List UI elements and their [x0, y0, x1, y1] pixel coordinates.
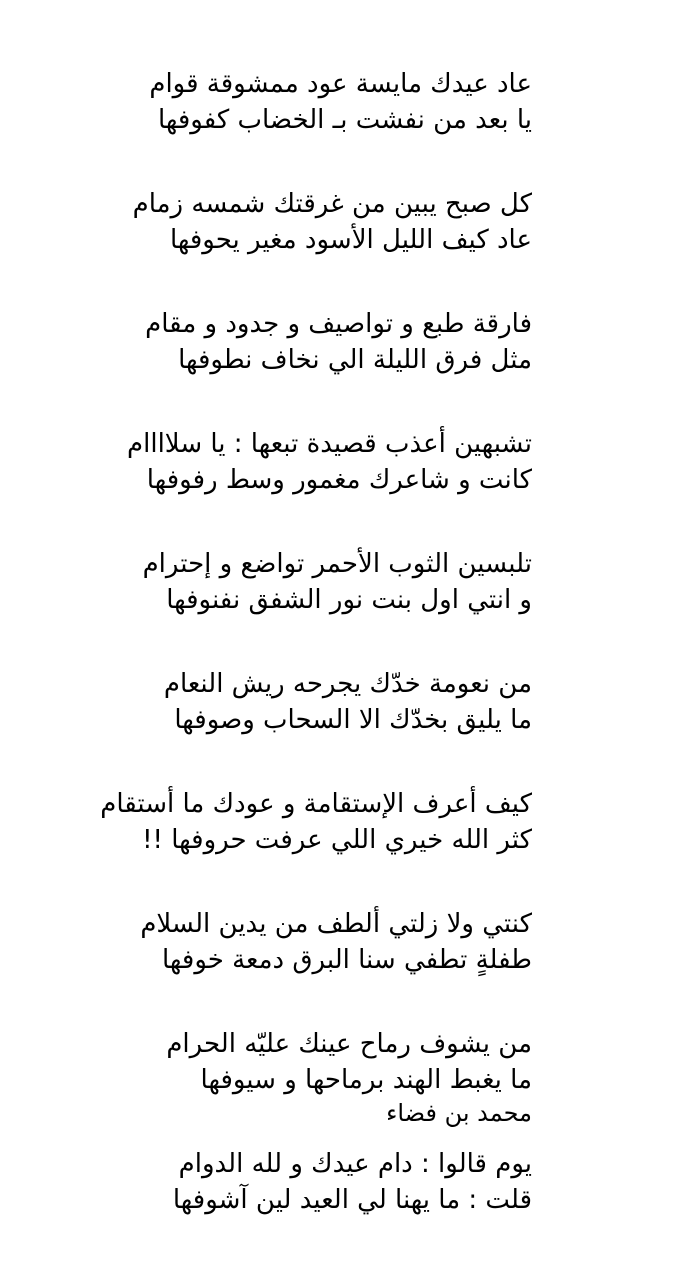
stanza-5 — [60, 546, 532, 618]
verse-line: يوم قالوا : دام عيدك و لله الدوام — [178, 1149, 532, 1179]
verse-line: كيف أعرف الإستقامة و عودك ما أستقام — [100, 789, 532, 819]
verse-line: عاد كيف الليل الأسود مغير يحوفها — [169, 225, 532, 255]
verse-line: كنتي ولا زلتي ألطف من يدين السلام — [140, 909, 532, 939]
verse-line: كانت و شاعرك مغمور وسط رفوفها — [146, 465, 532, 495]
verse-line: يا بعد من نفشت بـ الخضاب كفوفها — [157, 105, 532, 135]
verse-line: من يشوف رماح عينك عليّه الحرام — [166, 1029, 532, 1059]
verse-line: تلبسين الثوب الأحمر تواضع و إحترام — [142, 549, 532, 579]
verse-line: مثل فرق الليلة الي نخاف نطوفها — [178, 345, 532, 375]
verse-line: فارقة طبع و تواصيف و جدود و مقام — [145, 309, 532, 339]
verse-line: عاد عيدك مايسة عود ممشوقة قوام — [149, 69, 532, 99]
stanza-3 — [60, 306, 532, 378]
stanza-10 — [60, 1146, 532, 1218]
verse-line: ما يغبط الهند برماحها و سيوفها — [200, 1065, 532, 1095]
stanza-1 — [60, 66, 532, 138]
stanza-4 — [60, 426, 532, 498]
verse-line: تشبهين أعذب قصيدة تبعها : يا سلاااام — [127, 429, 532, 459]
stanza-6 — [60, 666, 532, 738]
verse-line: طفلةٍ تطفي سنا البرق دمعة خوفها — [162, 945, 532, 975]
stanza-7 — [60, 786, 532, 858]
verse-line: قلت : ما يهنا لي العيد لين آشوفها — [172, 1185, 532, 1215]
verse-line: كثر الله خيري اللي عرفت حروفها !! — [142, 825, 532, 855]
verse-line: و انتي اول بنت نور الشفق نفنوفها — [166, 585, 532, 615]
stanza-8 — [60, 906, 532, 978]
verse-line: من نعومة خدّك يجرحه ريش النعام — [163, 669, 532, 699]
poet-signature: محمد بن فضاء — [386, 1099, 532, 1127]
poem — [60, 66, 532, 1266]
verse-line: كل صبح يبين من غرقتك شمسه زمام — [132, 189, 532, 219]
verse-line: ما يليق بخدّك الا السحاب وصوفها — [174, 705, 532, 735]
stanza-2 — [60, 186, 532, 258]
stanza-9 — [60, 1026, 532, 1098]
